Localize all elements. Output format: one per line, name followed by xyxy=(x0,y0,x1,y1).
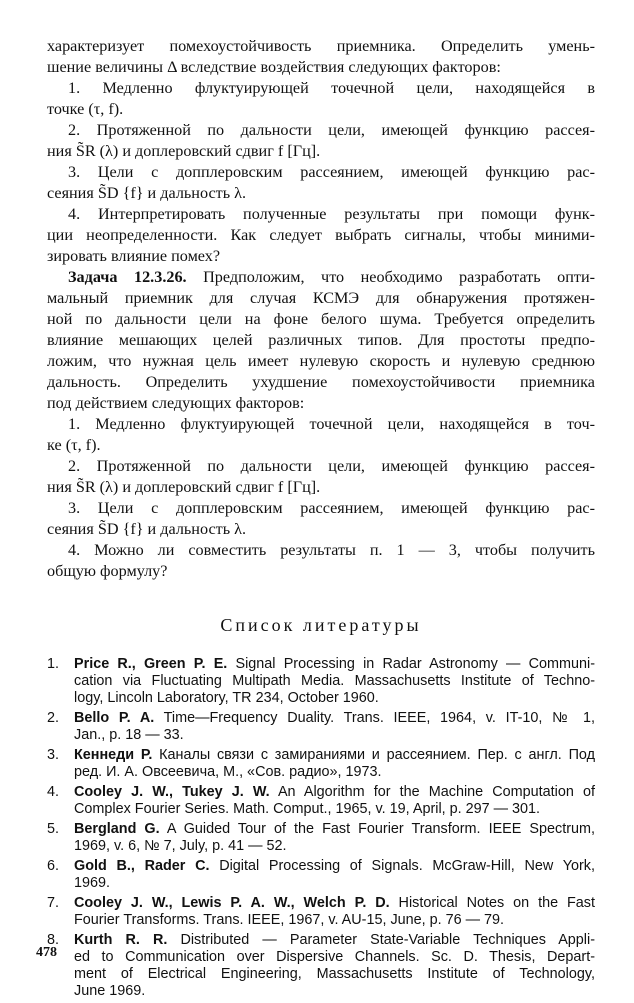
reference-item xyxy=(47,747,595,781)
reference-line xyxy=(74,821,595,838)
reference-line xyxy=(74,895,595,912)
text-line xyxy=(47,225,595,246)
line-text: шение величины Δ вследствие воздействия следующих факторов: xyxy=(47,58,501,76)
page-number: 478 xyxy=(36,945,57,960)
line-text: мальный приемник для случая КСМЭ для обнаружения протяжен- xyxy=(47,289,595,307)
reference-number: 4. xyxy=(47,784,60,800)
reference-number: 6. xyxy=(47,858,60,874)
text-line xyxy=(47,330,595,351)
reference-line xyxy=(74,656,595,673)
reference-authors: Kurth R. R. xyxy=(74,932,168,948)
reference-text: ed to Communication over Dispersive Channels. Sc. D. Thesis, Depart- xyxy=(74,949,595,965)
reference-line xyxy=(74,710,595,727)
text-line xyxy=(47,288,595,309)
reference-text: Complex Fourier Series. Math. Comput., 1965, v. 19, April, p. 297 — 301. xyxy=(74,801,541,817)
text-line xyxy=(47,204,595,225)
reference-text: Jan., p. 18 — 33. xyxy=(74,727,184,743)
reference-authors: Bello P. A. xyxy=(74,710,155,726)
reference-item xyxy=(47,858,595,892)
reference-line xyxy=(74,673,595,690)
text-line xyxy=(47,351,595,372)
reference-text: Каналы связи с замираниями и рассеянием. Пер. с англ. Под xyxy=(152,747,595,763)
reference-line xyxy=(74,932,595,949)
text-line xyxy=(47,78,595,99)
line-text: 1. Медленно флуктуирующей точечной цели, находящейся в xyxy=(68,79,595,97)
reference-line xyxy=(74,912,595,929)
reference-line xyxy=(74,747,595,764)
line-text: ния S̃R (λ) и доплеровский сдвиг f [Гц]. xyxy=(47,142,321,160)
reference-number: 3. xyxy=(47,747,60,763)
text-line xyxy=(47,141,595,162)
text-line xyxy=(47,540,595,561)
paragraph xyxy=(47,162,595,204)
line-text: под действием следующих факторов: xyxy=(47,394,305,412)
paragraph xyxy=(47,267,595,414)
text-line xyxy=(47,498,595,519)
paragraph xyxy=(47,120,595,162)
reference-item xyxy=(47,821,595,855)
reference-text: An Algorithm for the Machine Computation of xyxy=(269,784,595,800)
line-text: ции неопределенности. Как следует выбрать сигналы, чтобы миними- xyxy=(47,226,595,244)
line-text: 4. Интерпретировать полученные результаты при помощи функ- xyxy=(68,205,595,223)
text-line xyxy=(47,393,595,414)
reference-line xyxy=(74,858,595,875)
page-body xyxy=(47,36,595,1003)
text-line xyxy=(47,183,595,204)
line-text: дальность. Определить ухудшение помехоустойчивости приемника xyxy=(47,373,595,391)
reference-number: 8. xyxy=(47,932,60,948)
reference-authors: Cooley J. W., Tukey J. W. xyxy=(74,784,270,800)
reference-line xyxy=(74,838,595,855)
line-text: сеяния S̃D {f} и дальность λ. xyxy=(47,184,247,202)
reference-text: A Guided Tour of the Fast Fourier Transform. IEEE Spectrum, xyxy=(159,821,595,837)
paragraph xyxy=(47,78,595,120)
problem-label: Задача 12.3.26. xyxy=(68,268,187,286)
text-line xyxy=(47,372,595,393)
text-line xyxy=(47,519,595,540)
line-text: Предположим, что необходимо разработать опти- xyxy=(186,268,595,286)
line-text: зировать влияние помех? xyxy=(47,247,221,265)
reference-item xyxy=(47,710,595,744)
reference-text: Time—Frequency Duality. Trans. IEEE, 1964, v. IT-10, № 1, xyxy=(154,710,595,726)
reference-item xyxy=(47,895,595,929)
reference-item xyxy=(47,656,595,707)
text-line xyxy=(47,162,595,183)
reference-list xyxy=(47,656,595,1000)
reference-authors: Cooley J. W., Lewis P. A. W., Welch P. D. xyxy=(74,895,390,911)
text-line xyxy=(47,309,595,330)
line-text: общую формулу? xyxy=(47,562,168,580)
reference-text: Signal Processing in Radar Astronomy — Communi- xyxy=(227,656,595,672)
paragraph xyxy=(47,456,595,498)
paragraph xyxy=(47,204,595,267)
text-line xyxy=(47,36,595,57)
line-text: 2. Протяженной по дальности цели, имеющей функцию рассея- xyxy=(68,457,595,475)
reference-line xyxy=(74,690,595,707)
reference-line xyxy=(74,784,595,801)
line-text: 2. Протяженной по дальности цели, имеющей функцию рассея- xyxy=(68,121,595,139)
reference-number: 1. xyxy=(47,656,60,672)
reference-line xyxy=(74,966,595,983)
line-text: сеяния S̃D {f} и дальность λ. xyxy=(47,520,247,538)
body-text xyxy=(47,36,595,582)
text-line xyxy=(47,267,595,288)
reference-authors: Кеннеди Р. xyxy=(74,747,153,763)
paragraph xyxy=(47,540,595,582)
text-line xyxy=(47,120,595,141)
line-text: влияние мешающих целей различных типов. Для простоты предпо- xyxy=(47,331,595,349)
paragraph xyxy=(47,414,595,456)
text-line xyxy=(47,246,595,267)
reference-authors: Price R., Green P. E. xyxy=(74,656,228,672)
reference-line xyxy=(74,949,595,966)
line-text: 3. Цели с допплеровским рассеянием, имеющей функцию рас- xyxy=(68,163,595,181)
reference-line xyxy=(74,801,595,818)
reference-line xyxy=(74,727,595,744)
paragraph xyxy=(47,36,595,78)
line-text: 4. Можно ли совместить результаты п. 1 — 3, чтобы получить xyxy=(68,541,595,559)
line-text: 1. Медленно флуктуирующей точечной цели, находящейся в точ- xyxy=(68,415,595,433)
text-line xyxy=(47,435,595,456)
reference-number: 5. xyxy=(47,821,60,837)
text-line xyxy=(47,99,595,120)
reference-text: 1969. xyxy=(74,875,111,891)
reference-line xyxy=(74,875,595,892)
text-line xyxy=(47,456,595,477)
reference-text: ment of Electrical Engineering, Massachusetts Institute of Technology, xyxy=(74,966,595,982)
reference-text: Distributed — Parameter State-Variable Techniques Appli- xyxy=(167,932,595,948)
text-line xyxy=(47,561,595,582)
line-text: ния S̃R (λ) и доплеровский сдвиг f [Гц]. xyxy=(47,478,321,496)
text-line xyxy=(47,414,595,435)
reference-line xyxy=(74,764,595,781)
reference-number: 2. xyxy=(47,710,60,726)
text-line xyxy=(47,57,595,78)
reference-text: logy, Lincoln Laboratory, TR 234, October 1960. xyxy=(74,690,379,706)
reference-text: ред. И. А. Овсеевича, М., «Сов. радио», 1973. xyxy=(74,764,382,780)
paragraph xyxy=(47,498,595,540)
reference-item xyxy=(47,784,595,818)
reference-line xyxy=(74,983,595,1000)
line-text: точке (τ, f). xyxy=(47,100,124,118)
line-text: ке (τ, f). xyxy=(47,436,101,454)
reference-item xyxy=(47,932,595,1000)
reference-authors: Bergland G. xyxy=(74,821,160,837)
text-line xyxy=(47,477,595,498)
reference-text: 1969, v. 6, № 7, July, p. 41 — 52. xyxy=(74,838,287,854)
line-text: ложим, что нужная цель имеет нулевую скорость и нулевую среднюю xyxy=(47,352,595,370)
reference-text: June 1969. xyxy=(74,983,146,999)
line-text: 3. Цели с допплеровским рассеянием, имеющей функцию рас- xyxy=(68,499,595,517)
bibliography-heading: Список литературы xyxy=(220,615,422,635)
line-text: характеризует помехоустойчивость приемника. Определить умень- xyxy=(47,37,595,55)
reference-authors: Gold B., Rader C. xyxy=(74,858,210,874)
line-text: ной по дальности цели на фоне белого шума. Требуется определить xyxy=(47,310,595,328)
reference-text: Historical Notes on the Fast xyxy=(389,895,595,911)
reference-number: 7. xyxy=(47,895,60,911)
reference-text: Digital Processing of Signals. McGraw-Hill, New York, xyxy=(209,858,595,874)
reference-text: Fourier Transforms. Trans. IEEE, 1967, v. AU-15, June, p. 76 — 79. xyxy=(74,912,505,928)
reference-text: cation via Fluctuating Multipath Media. Massachusetts Institute of Techno- xyxy=(74,673,595,689)
